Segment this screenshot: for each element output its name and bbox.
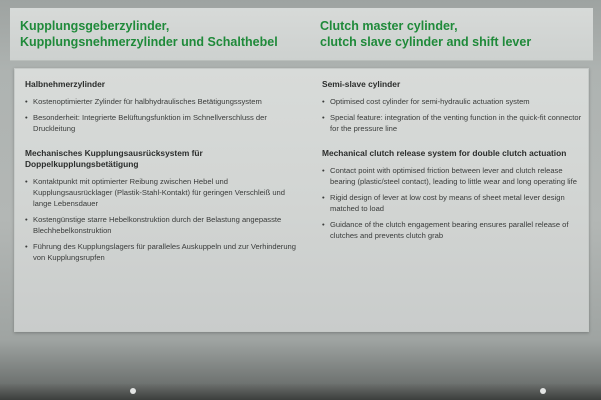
list-item-text: Kontaktpunkt mit optimierter Reibung zwischen Hebel und Kupplungsausrücklager (Plastik-Stahl-Kontakt) für geringen Verschleiß und lange Lebensdauer <box>33 177 285 208</box>
indicator-dot-icon <box>540 388 546 394</box>
header-title-english <box>320 18 531 50</box>
bullet-icon: • <box>25 242 28 251</box>
list-item <box>25 96 305 107</box>
list-item-text: Führung des Kupplungslagers für paralleles Auskuppeln und zur Verhinderung von Kupplungsrupfen <box>33 242 297 262</box>
list-item <box>25 214 305 236</box>
list-item-text: Guidance of the clutch engagement bearing ensures parallel release of clutches and prevents clutch grab <box>330 220 569 240</box>
list-item <box>25 112 305 134</box>
list-item <box>322 112 584 134</box>
list-item-text: Kostenoptimierter Zylinder für halbhydraulisches Betätigungssystem <box>33 97 262 106</box>
header-bar <box>10 8 593 61</box>
list-item-text: Besonderheit: Integrierte Belüftungsfunktion im Schnellverschluss der Druckleitung <box>33 113 267 133</box>
english-column <box>322 79 584 255</box>
bullet-icon: • <box>322 220 325 229</box>
list-item-text: Contact point with optimised friction between lever and clutch release bearing (plastic/steel contact), leading to little wear and long operating life <box>330 166 577 186</box>
header-title-german-line1: Kupplungsgeberzylinder, <box>20 19 170 33</box>
screen-bottom-bezel <box>0 384 601 400</box>
english-section-semi-slave <box>322 79 584 134</box>
section-title: Mechanisches Kupplungsausrücksystem für Doppelkupplungsbetätigung <box>25 148 203 169</box>
content-panel <box>14 68 589 332</box>
section-title: Semi-slave cylinder <box>322 79 401 89</box>
header-title-german <box>20 18 278 50</box>
english-section-release-system <box>322 148 584 241</box>
bullet-icon: • <box>322 113 325 122</box>
list-item <box>322 165 584 187</box>
indicator-dot-icon <box>130 388 136 394</box>
german-section-release-system <box>25 148 305 263</box>
german-column <box>25 79 305 277</box>
list-item <box>25 241 305 263</box>
bullet-icon: • <box>25 177 28 186</box>
list-item-text: Kostengünstige starre Hebelkonstruktion durch der Belastung angepasste Blechhebelkonstruktion <box>33 215 282 235</box>
list-item <box>322 96 584 107</box>
bullet-icon: • <box>322 193 325 202</box>
bullet-icon: • <box>322 166 325 175</box>
list-item-text: Optimised cost cylinder for semi-hydraulic actuation system <box>330 97 530 106</box>
bullet-icon: • <box>322 97 325 106</box>
german-section-semi-slave <box>25 79 305 134</box>
list-item <box>322 192 584 214</box>
header-title-english-line2: clutch slave cylinder and shift lever <box>320 35 532 49</box>
list-item-text: Rigid design of lever at low cost by means of sheet metal lever design matched to load <box>330 193 565 213</box>
bullet-icon: • <box>25 97 28 106</box>
bullet-icon: • <box>25 113 28 122</box>
section-title: Mechanical clutch release system for double clutch actuation <box>322 148 567 158</box>
list-item <box>25 176 305 209</box>
list-item <box>322 219 584 241</box>
list-item-text: Special feature: integration of the venting function in the quick-fit connector for the pressure line <box>330 113 582 133</box>
header-title-english-line1: Clutch master cylinder, <box>320 19 458 33</box>
section-title: Halbnehmerzylinder <box>25 79 106 89</box>
header-title-german-line2: Kupplungsnehmerzylinder und Schalthebel <box>20 35 278 49</box>
bullet-icon: • <box>25 215 28 224</box>
